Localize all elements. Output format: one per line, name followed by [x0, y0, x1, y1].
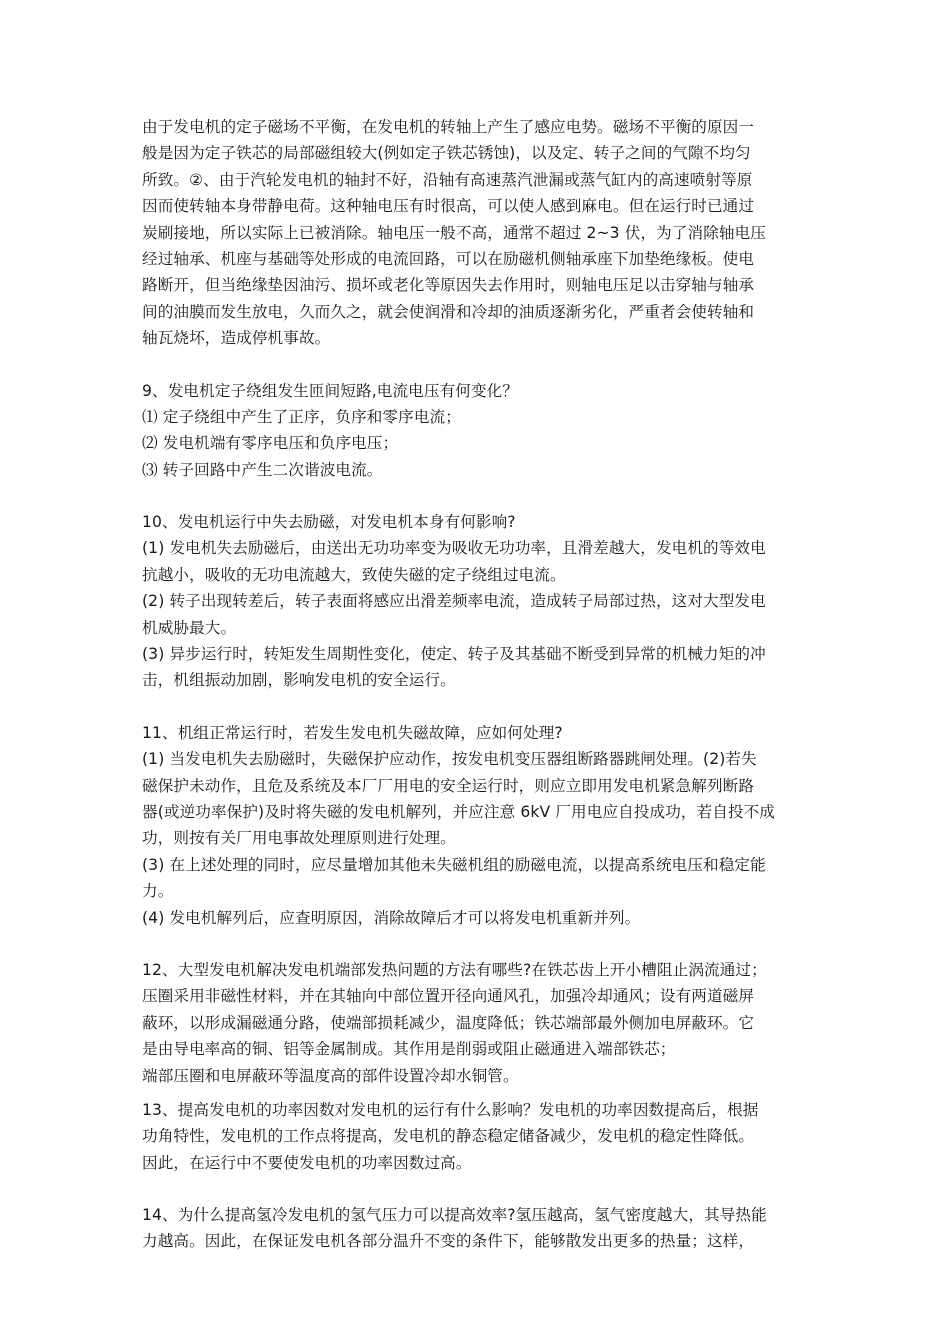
- answer-text: 功角特性，发电机的工作点将提高，发电机的静态稳定储备减少，发电机的稳定性降低。: [142, 1127, 755, 1146]
- question-heading: 13、提高发电机的功率因数对发电机的运行有什么影响？发电机的功率因数提高后，根据: [142, 1100, 759, 1119]
- answer-item: 抗越小，吸收的无功电流越大，致使失磁的定子绕组过电流。: [142, 565, 566, 584]
- section-q12: [142, 957, 810, 1089]
- answer-item: (3) 在上述处理的同时，应尽量增加其他未失磁机组的励磁电流，以提高系统电压和稳定能: [142, 855, 766, 874]
- section-q14: [142, 1202, 810, 1255]
- question-heading: 11、机组正常运行时，若发生发电机失磁故障，应如何处理?: [142, 723, 563, 742]
- section-q11: [142, 720, 810, 931]
- answer-item: ⑴ 定子绕组中产生了正序，负序和零序电流；: [142, 407, 461, 426]
- paragraph-spacer: [142, 1089, 810, 1097]
- answer-item: (1) 发电机失去励磁后，由送出无功功率变为吸收无功功率，且滑差越大，发电机的等效电: [142, 539, 766, 558]
- section-q10: [142, 509, 810, 694]
- text-line: 炭刷接地，所以实际上已被消除。轴电压一般不高，通常不超过 2~3 伏，为了消除轴电压: [142, 223, 766, 242]
- text-line: 路断开，但当绝缘垫因油污、损坏或老化等原因失去作用时，则轴电压足以击穿轴与轴承: [142, 276, 755, 295]
- answer-item: (2) 转子出现转差后，转子表面将感应出滑差频率电流，造成转子局部过热，这对大型发电: [142, 592, 766, 611]
- answer-text: 因此，在运行中不要使发电机的功率因数过高。: [142, 1153, 472, 1172]
- answer-item: (1) 当发电机失去励磁时，失磁保护应动作，按发电机变压器组断路器跳闸处理。(2)若失: [142, 750, 757, 769]
- answer-text: 是由导电率高的铜、铝等金属制成。其作用是削弱或阻止磁通进入端部铁芯；: [142, 1040, 676, 1059]
- text-line: 经过轴承、机座与基础等处形成的电流回路，可以在励磁机侧轴承座下加垫绝缘板。使电: [142, 249, 755, 268]
- answer-item: 功，则按有关厂用电事故处理原则进行处理。: [142, 829, 456, 848]
- question-heading: 14、为什么提高氢冷发电机的氢气压力可以提高效率?氢压越高，氢气密度越大，其导热能: [142, 1206, 767, 1225]
- text-line: 轴瓦烧坏，造成停机事故。: [142, 329, 331, 348]
- answer-text: 端部压圈和电屏蔽环等温度高的部件设置冷却水铜管。: [142, 1066, 519, 1085]
- paragraph-shaft-voltage: [142, 114, 810, 352]
- answer-item: ⑶ 转子回路中产生二次谐波电流。: [142, 460, 383, 479]
- answer-item: ⑵ 发电机端有零序电压和负序电压；: [142, 434, 399, 453]
- answer-item: 击，机组振动加剧，影响发电机的安全运行。: [142, 671, 456, 690]
- section-q13: [142, 1097, 810, 1176]
- answer-item: 力。: [142, 882, 174, 901]
- text-line: 因而使转轴本身带静电荷。这种轴电压有时很高，可以使人感到麻电。但在运行时已通过: [142, 197, 755, 216]
- section-q9: [142, 378, 810, 484]
- question-heading: 10、发电机运行中失去励磁，对发电机本身有何影响?: [142, 513, 516, 532]
- answer-item: (4) 发电机解列后，应查明原因，消除故障后才可以将发电机重新并列。: [142, 908, 641, 927]
- answer-text: 蔽环，以形成漏磁通分路，使端部损耗减少，温度降低；铁芯端部最外侧加电屏蔽环。它: [142, 1013, 755, 1032]
- paragraph-spacer: [142, 483, 810, 509]
- answer-item: (3) 异步运行时，转矩发生周期性变化，使定、转子及其基础不断受到异常的机械力矩的冲: [142, 645, 766, 664]
- paragraph-spacer: [142, 694, 810, 720]
- text-line: 所致。②、由于汽轮发电机的轴封不好，沿轴有高速蒸汽泄漏或蒸气缸内的高速喷射等原: [142, 170, 753, 189]
- paragraph-spacer: [142, 1176, 810, 1202]
- question-heading: 12、大型发电机解决发电机端部发热问题的方法有哪些?在铁芯齿上开小槽阻止涡流通过；: [142, 960, 767, 979]
- question-heading: 9、发电机定子绕组发生匝间短路,电流电压有何变化？: [142, 381, 519, 400]
- answer-item: 磁保护未动作，且危及系统及本厂厂用电的安全运行时，则应立即用发电机紧急解列断路: [142, 776, 755, 795]
- answer-item: 器(或逆功率保护)及时将失磁的发电机解列，并应注意 6kV 厂用电应自投成功，若自投不成: [142, 802, 776, 821]
- text-line: 由于发电机的定子磁场不平衡，在发电机的转轴上产生了感应电势。磁场不平衡的原因一: [142, 118, 755, 136]
- paragraph-spacer: [142, 931, 810, 957]
- paragraph-spacer: [142, 352, 810, 378]
- answer-text: 力越高。因此，在保证发电机各部分温升不变的条件下，能够散发出更多的热量；这样，: [142, 1232, 755, 1251]
- text-line: 间的油膜而发生放电，久而久之，就会使润滑和冷却的油质逐渐劣化，严重者会使转轴和: [142, 302, 755, 321]
- answer-item: 机威胁最大。: [142, 618, 237, 637]
- answer-text: 压圈采用非磁性材料，并在其轴向中部位置开径向通风孔，加强冷却通风；设有两道磁屏: [142, 987, 755, 1006]
- text-line: 般是因为定子铁芯的局部磁组较大(例如定子铁芯锈蚀)，以及定、转子之间的气隙不均匀: [142, 144, 751, 163]
